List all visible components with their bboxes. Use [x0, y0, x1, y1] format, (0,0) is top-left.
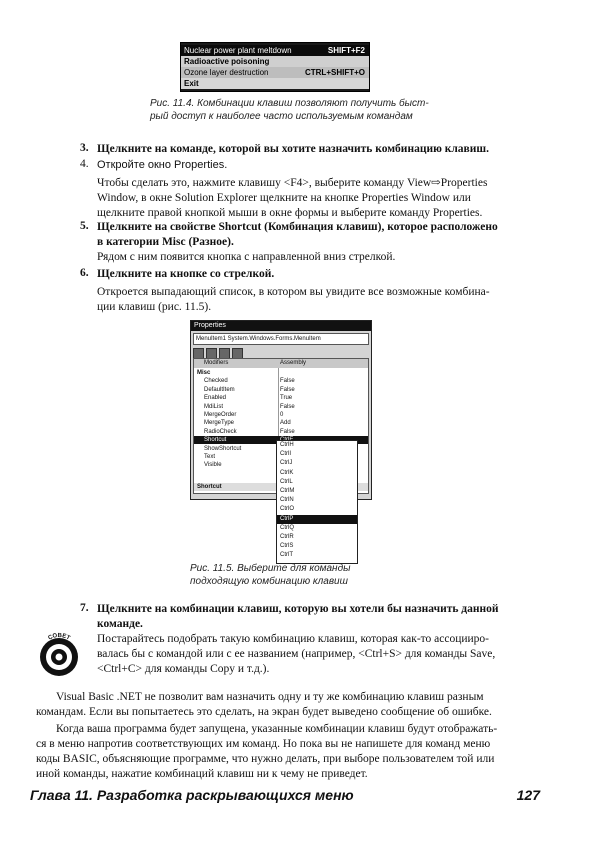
dropdown-item[interactable]: CtrlH: [280, 442, 294, 448]
chapter-title: Глава 11. Разработка раскрывающихся меню: [30, 787, 354, 803]
figure-11-5-caption: Рис. 11.5. Выберите для команды подходящую комбинацию клавиш: [190, 563, 351, 587]
body-paragraph-2: Когда ваша программа будет запущена, указанные комбинации клавиш будут отображать- ся в меню напротив соответствующих им команд. Но пока вы не напишете для команд меню коды BASIC, объясняющие программе, что нужно делать, при выборе пользователем той или иной команды, нажатие комбинаций клавиш ни к чему не приведет.: [36, 723, 498, 780]
property-row[interactable]: Misc: [197, 370, 211, 376]
step-3-number: 3.: [80, 142, 89, 154]
dropdown-item[interactable]: CtrlS: [280, 543, 294, 550]
step-5-text: Щелкните на свойстве Shortcut (Комбинация клавиш), которое расположено в категории Misc (Разное).: [97, 221, 498, 248]
step-7-text: Щелкните на комбинации клавиш, которую вы хотели бы назначить данной команде.: [97, 603, 499, 630]
tip-text: Постарайтесь подобрать такую комбинацию клавиш, которая как-то ассоцииро- валась бы с командой или с ее названием (например, <Ctrl+S> для команды Save, <Ctrl+C> для команды Copy и т.д.).: [97, 633, 496, 675]
step-4-paragraph: Чтобы сделать это, нажмите клавишу <F4>, выберите команду View⇨Properties Window, в окне Solution Explorer щелкните на кнопке Properties Window или щелкните правой кнопкой мыши в окне формы и выберите команду Properties.: [97, 177, 488, 219]
step-3-text: Щелкните на команде, которой вы хотите назначить комбинацию клавиш.: [97, 143, 489, 155]
menu-item-poisoning: Radioactive poisoning: [181, 56, 369, 67]
dropdown-item[interactable]: CtrlM: [280, 488, 295, 494]
dropdown-item[interactable]: CtrlP: [277, 515, 357, 524]
menu-item-meltdown: Nuclear power plant meltdown SHIFT+F2: [181, 45, 369, 56]
dropdown-item[interactable]: CtrlQ: [280, 524, 294, 531]
dropdown-item[interactable]: CtrlO: [280, 506, 294, 513]
step-6-paragraph: Откроется выпадающий список, в котором вы увидите все возможные комбина- ции клавиш (рис. 11.5).: [97, 286, 490, 313]
property-row[interactable]: Visible: [204, 462, 222, 469]
dropdown-item[interactable]: CtrlK: [280, 469, 294, 476]
step-5-number: 5.: [80, 220, 89, 232]
property-row[interactable]: MdiList False: [204, 403, 295, 410]
tip-target-icon: [36, 632, 82, 678]
property-description: Shortcut: [194, 483, 368, 491]
property-row[interactable]: Enabled True: [204, 395, 293, 402]
step-4-text: Откройте окно Properties.: [97, 159, 228, 171]
property-row[interactable]: MergeType Add: [204, 420, 291, 427]
property-row[interactable]: Checked False: [204, 378, 295, 385]
property-grid-header: Modifiers Assembly: [194, 359, 368, 368]
figure-11-4-menu-screenshot: [180, 42, 370, 92]
dropdown-item[interactable]: CtrlJ: [280, 460, 293, 467]
page-footer: [30, 787, 550, 807]
property-row[interactable]: Shortcut: [194, 436, 368, 444]
properties-toolbar: [193, 346, 369, 356]
dropdown-item[interactable]: CtrlN: [280, 497, 294, 504]
shortcut-dropdown-list[interactable]: [276, 440, 358, 564]
step-7-number: 7.: [80, 602, 89, 614]
page-number: 127: [516, 787, 540, 803]
step-5-paragraph: Рядом с ним появится кнопка с направленной вниз стрелкой.: [97, 251, 396, 263]
properties-title-bar: Properties: [191, 321, 371, 331]
menu-item-ozone: Ozone layer destruction CTRL+SHIFT+O: [181, 67, 369, 78]
body-paragraph-1: Visual Basic .NET не позволит вам назначить одну и ту же комбинацию клавиш разным командам. Если вы попытаетесь это сделать, на экран будет выведено сообщение об ошибке.: [36, 691, 492, 718]
property-row[interactable]: ShowShortcut: [204, 445, 242, 452]
step-4-number: 4.: [80, 158, 89, 170]
figure-11-4-caption: Рис. 11.4. Комбинации клавиш позволяют получить быст- рый доступ к наиболее часто используемым командам: [150, 98, 429, 122]
menu-item-exit: Exit: [181, 78, 369, 89]
dropdown-item[interactable]: CtrlR: [280, 534, 294, 540]
property-row[interactable]: MergeOrder 0: [204, 412, 284, 418]
step-6-number: 6.: [80, 267, 89, 279]
dropdown-item[interactable]: CtrlI: [280, 451, 291, 458]
dropdown-item[interactable]: CtrlT: [280, 552, 293, 559]
property-row[interactable]: DefaultItem False: [204, 386, 295, 393]
property-row[interactable]: Text: [204, 454, 216, 460]
property-row[interactable]: RadioCheck False: [204, 428, 295, 435]
step-6-text: Щелкните на кнопке со стрелкой.: [97, 268, 275, 280]
svg-text:СОВЕТ: СОВЕТ: [47, 633, 71, 642]
object-selector-combo[interactable]: MenuItem1 System.Windows.Forms.MenuItem: [193, 333, 369, 345]
dropdown-item[interactable]: CtrlL: [280, 478, 293, 485]
